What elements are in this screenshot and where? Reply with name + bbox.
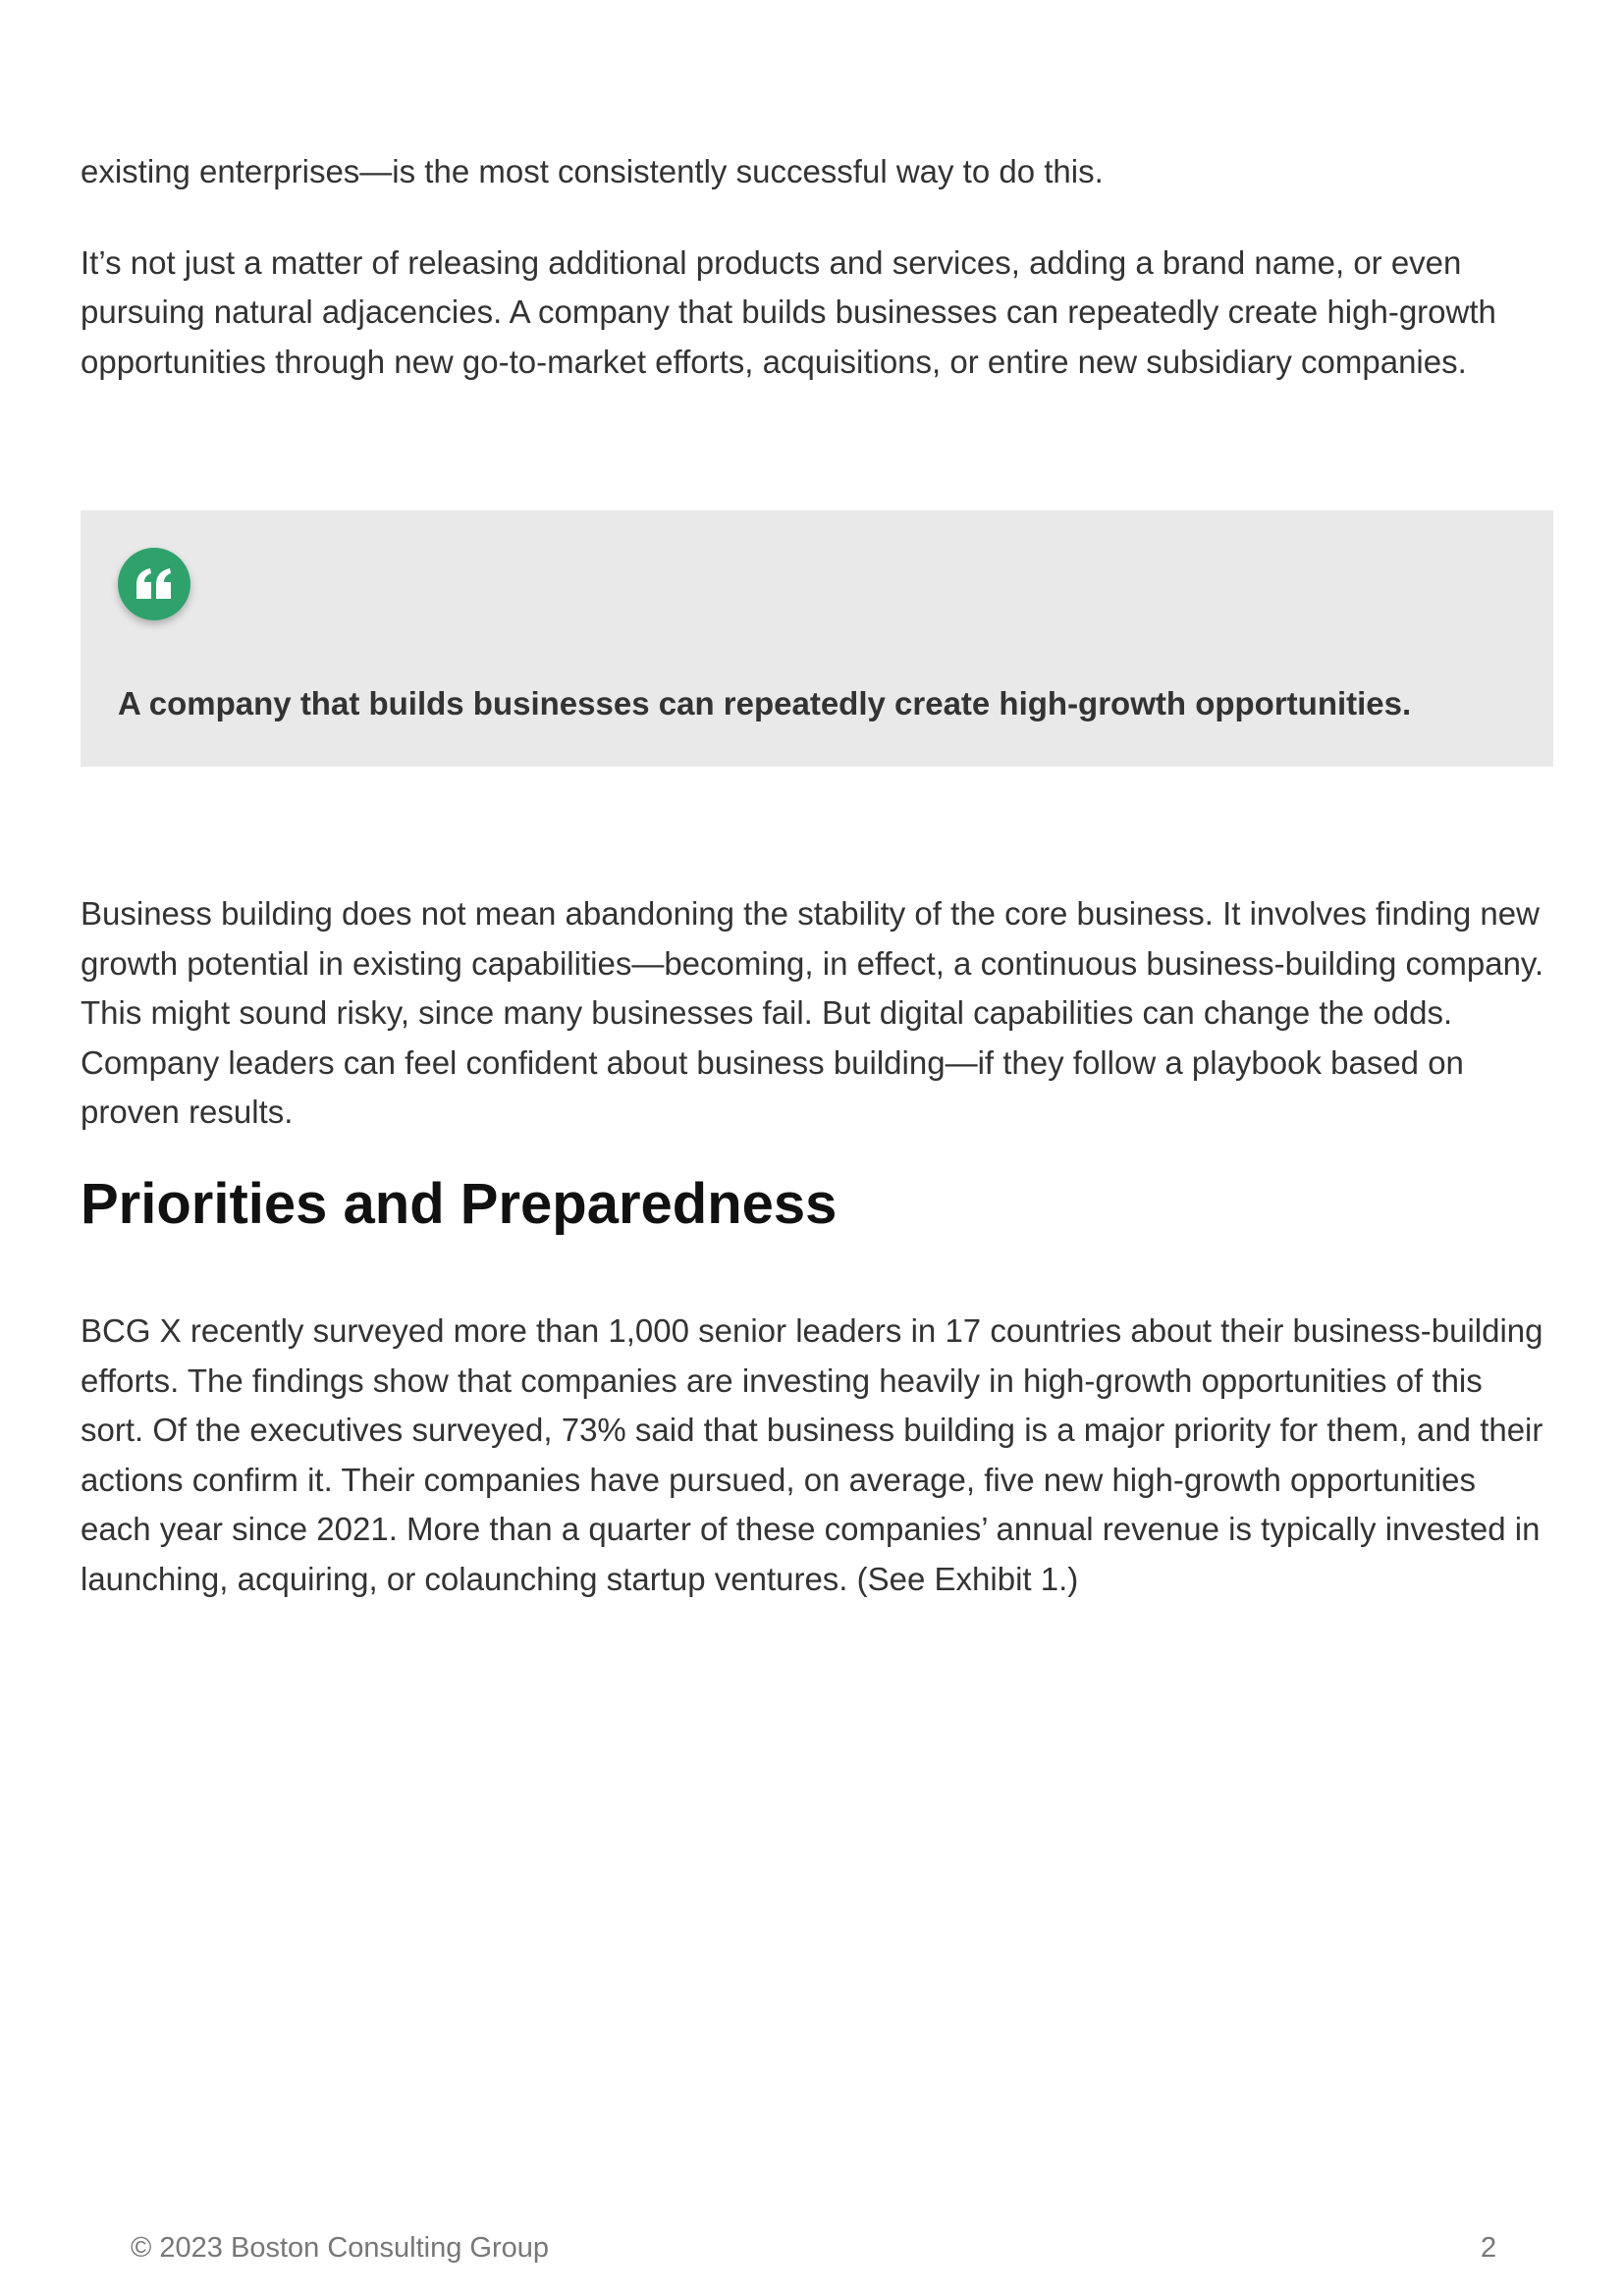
pull-quote	[81, 510, 1553, 767]
body-paragraph: Business building does not mean abandoning the stability of the core business. It involves finding new growth potential in existing capabilities—becoming, in effect, a continuous business-building company. This might sound risky, since many businesses fail. But digital capabilities can change the odds. Company leaders can feel confident about business building—if they follow a playbook based on proven results.	[81, 895, 1544, 1130]
footer-page-number: 2	[1481, 2232, 1497, 2264]
quote-mark-glyph	[135, 567, 174, 601]
quote-mark-icon	[118, 548, 190, 620]
intro-paragraph: It’s not just a matter of releasing additional products and services, adding a brand name, or even pursuing natural adjacencies. A company that builds businesses can repeatedly create high-growth opportunities through new go-to-market efforts, acquisitions, or entire new subsidiary companies.	[81, 243, 1496, 380]
section-heading: Priorities and Preparedness	[81, 1172, 838, 1236]
intro-section	[81, 147, 1553, 387]
footer-copyright: © 2023 Boston Consulting Group	[131, 2232, 550, 2264]
section-body	[81, 1307, 1553, 1604]
section-paragraph: BCG X recently surveyed more than 1,000 senior leaders in 17 countries about their business-building efforts. The findings show that companies are investing heavily in high-growth opportunities of this sort. Of the executives surveyed, 73% said that business building is a major priority for them, and their actions confirm it. Their companies have pursued, on average, five new high-growth opportunities each year since 2021. More than a quarter of these companies’ annual revenue is typically invested in launching, acquiring, or colaunching startup ventures. (See Exhibit 1.)	[81, 1312, 1543, 1597]
body-section	[81, 889, 1553, 1138]
intro-line: existing enterprises—is the most consistently successful way to do this.	[81, 153, 1104, 189]
pull-quote-text: A company that builds businesses can repeatedly create high-growth opportunities.	[118, 685, 1412, 721]
